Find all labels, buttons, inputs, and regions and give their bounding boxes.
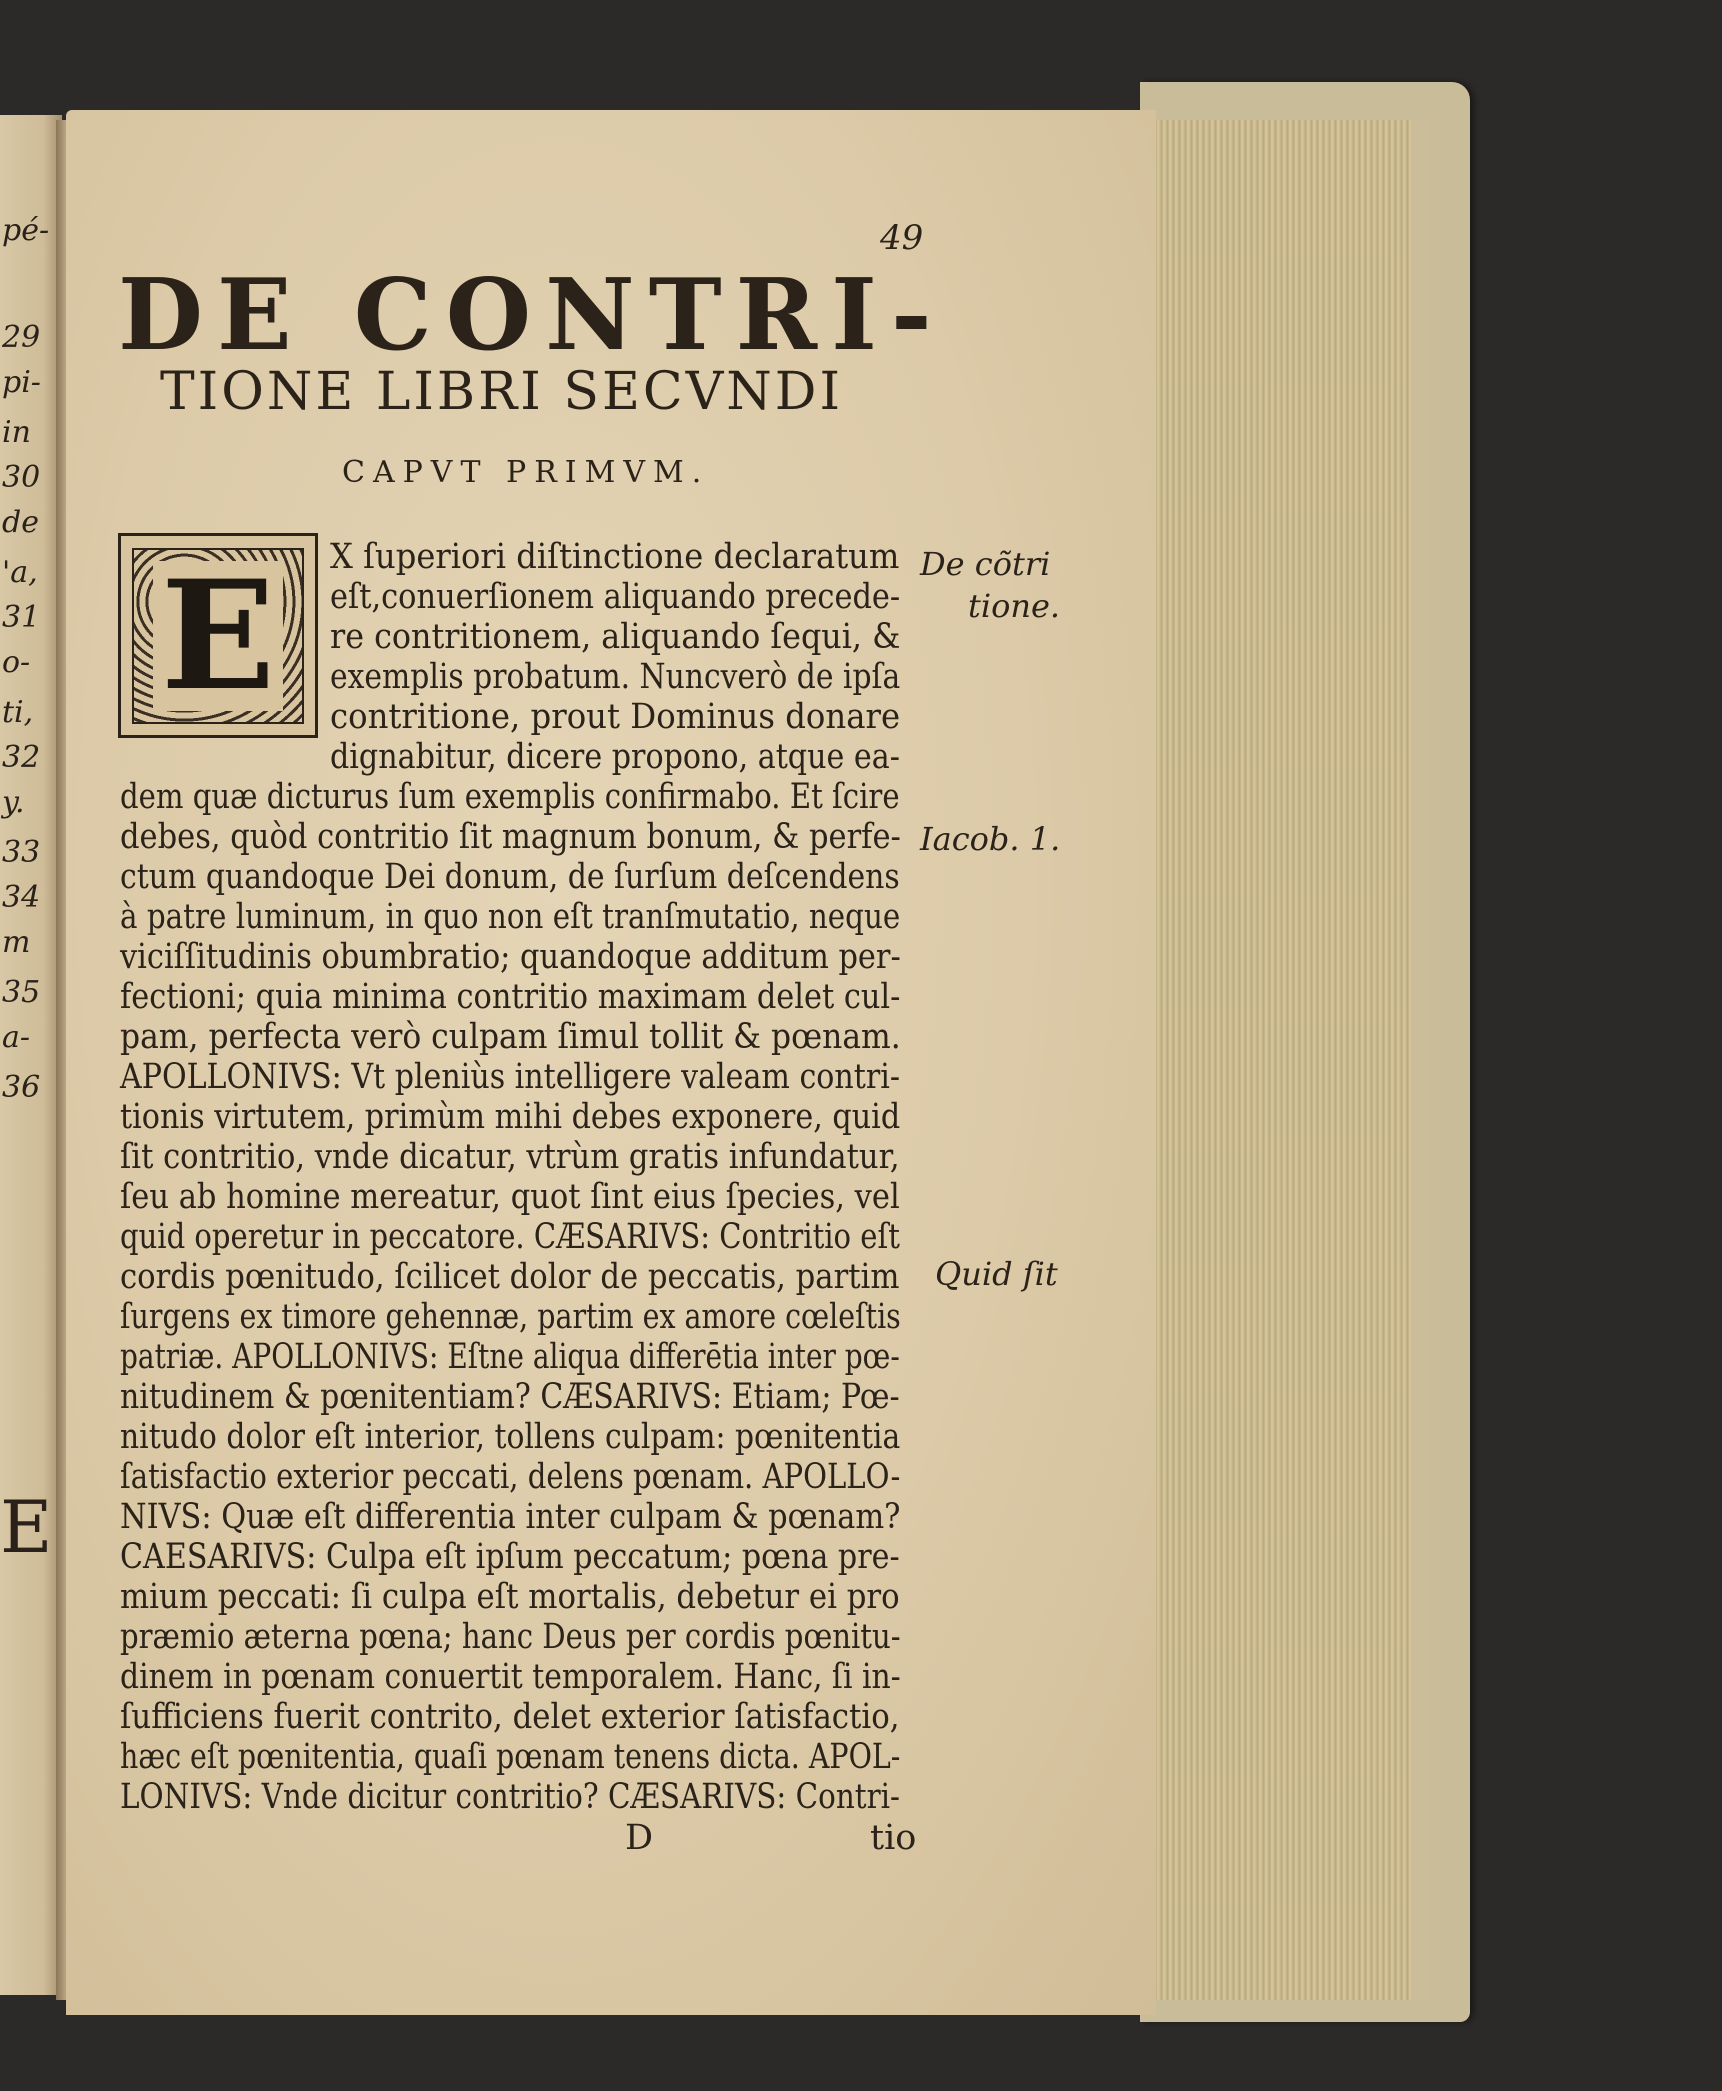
text-line: hæc eſt pœnitentia, quaſi pœnam tenens dicta. APOL- xyxy=(120,1737,901,1777)
left-fragment: 29 xyxy=(2,320,41,355)
text-line: nitudo dolor eſt interior, tollens culpam: pœnitentia xyxy=(120,1417,901,1457)
left-fragment: de xyxy=(2,505,39,540)
title-line-2: TIONE LIBRI SECVNDI xyxy=(160,362,844,422)
left-fragment: y. xyxy=(2,785,25,820)
text-line: APOLLONIVS: Vt pleniùs intelligere valeam contri- xyxy=(120,1057,900,1097)
left-fragment: 30 xyxy=(2,460,41,495)
text-line: dignabitur, dicere propono, atque ea- xyxy=(330,737,900,777)
text-line: quid operetur in peccatore. CÆSARIVS: Contritio eſt xyxy=(120,1217,900,1257)
initial-ornament xyxy=(132,548,304,724)
text-line: ctum quandoque Dei donum, de ſurſum deſcendens xyxy=(120,857,900,897)
text-line: re contritionem, aliquando ſequi, & xyxy=(330,617,901,657)
folio-number: 49 xyxy=(880,218,924,258)
text-line: tionis virtutem, primùm mihi debes exponere, quid xyxy=(120,1097,901,1137)
text-line: exemplis probatum. Nuncverò de ipſa xyxy=(330,657,901,697)
initial-letter: E xyxy=(153,561,283,711)
left-fragment: 33 xyxy=(2,835,41,870)
text-line: patriæ. APOLLONIVS: Eſtne aliqua differētia inter pœ- xyxy=(120,1337,900,1377)
text-line: ſit contritio, vnde dicatur, vtrùm gratis infundatur, xyxy=(120,1137,900,1177)
text-line: præmio æterna pœna; hanc Deus per cordis pœnitu- xyxy=(120,1617,901,1657)
signature-mark: D xyxy=(625,1818,654,1858)
left-fragment: pé- xyxy=(2,213,50,248)
text-line: dinem in pœnam conuertit temporalem. Hanc, ſi in- xyxy=(120,1657,901,1697)
text-line: fectioni; quia minima contritio maximam delet cul- xyxy=(120,977,901,1017)
text-line: NIVS: Quæ eſt differentia inter culpam & pœnam? xyxy=(120,1497,901,1537)
text-line: X ſuperiori diſtinctione declaratum xyxy=(330,537,900,577)
text-line: eſt,conuerſionem aliquando precede- xyxy=(330,577,901,617)
chapter-heading: CAPVT PRIMVM. xyxy=(342,455,710,490)
text-line: contritione, prout Dominus donare xyxy=(330,697,901,737)
left-fragment: 34 xyxy=(2,880,41,915)
marginal-note: Iacob. 1. xyxy=(920,820,1061,858)
text-line: debes, quòd contritio ſit magnum bonum, & perfe- xyxy=(120,817,901,857)
marginal-note: De cõtri xyxy=(920,545,1051,583)
text-line: cordis pœnitudo, ſcilicet dolor de peccatis, partim xyxy=(120,1257,900,1297)
left-page-edge xyxy=(0,115,62,1995)
marginal-note: tione. xyxy=(968,587,1061,625)
left-fragment: ti, xyxy=(2,695,34,730)
text-line: à patre luminum, in quo non eſt tranſmutatio, neque xyxy=(120,897,901,937)
left-fragment: 32 xyxy=(2,740,41,775)
text-line: ſurgens ex timore gehennæ, partim ex amore cœleſtis xyxy=(120,1297,901,1337)
left-fragment: pi- xyxy=(2,365,41,400)
decorated-initial xyxy=(118,533,318,738)
catchword: tio xyxy=(870,1818,917,1858)
text-line: viciſſitudinis obumbratio; quandoque additum per- xyxy=(120,937,901,977)
text-line: ſeu ab homine mereatur, quot ſint eius ſpecies, vel xyxy=(120,1177,900,1217)
text-line: ſatisfactio exterior peccati, delens pœnam. APOLLO- xyxy=(120,1457,901,1497)
left-fragment: m xyxy=(2,925,31,960)
left-fragment: o- xyxy=(2,645,31,680)
left-big-letter: E xyxy=(0,1485,53,1569)
marginal-note: Quid ſit xyxy=(935,1255,1058,1293)
left-fragment: 35 xyxy=(2,975,41,1010)
text-line: pam, perfecta verò culpam ſimul tollit & pœnam. xyxy=(120,1017,901,1057)
text-line: nitudinem & pœnitentiam? CÆSARIVS: Etiam; Pœ- xyxy=(120,1377,900,1417)
text-line: CAESARIVS: Culpa eſt ipſum peccatum; pœna pre- xyxy=(120,1537,900,1577)
fore-edge-pages xyxy=(1150,120,1430,2000)
text-line: dem quæ dicturus ſum exemplis confirmabo. Et ſcire xyxy=(120,777,900,817)
text-line: mium peccati: ſi culpa eſt mortalis, debetur ei pro xyxy=(120,1577,900,1617)
text-line: LONIVS: Vnde dicitur contritio? CÆSARIVS: Contri- xyxy=(120,1777,900,1817)
text-line: ſufficiens fuerit contrito, delet exterior ſatisfactio, xyxy=(120,1697,900,1737)
title-line-1: DE CONTRI- xyxy=(118,258,946,373)
left-fragment: in xyxy=(2,415,31,450)
left-fragment: 31 xyxy=(2,600,41,635)
left-fragment: 'a, xyxy=(2,555,38,590)
left-fragment: 36 xyxy=(2,1070,41,1105)
left-fragment: a- xyxy=(2,1020,31,1055)
